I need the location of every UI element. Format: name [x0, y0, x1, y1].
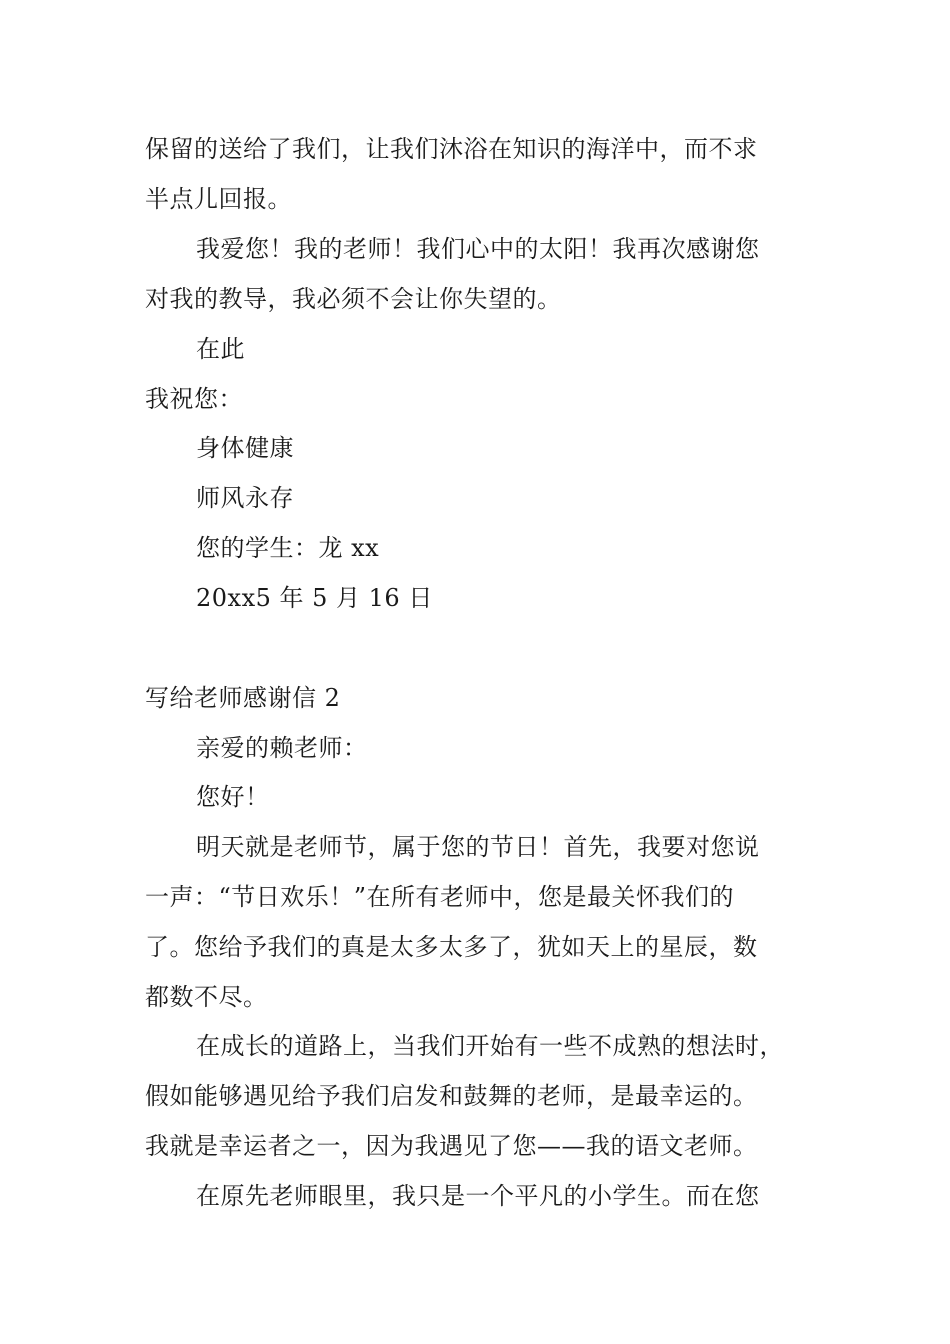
body-line: 我爱您！我的老师！我们心中的太阳！我再次感谢您 — [196, 235, 760, 263]
body-line: 都数不尽。 — [145, 983, 268, 1011]
greeting-line: 您好！ — [196, 783, 270, 811]
signature-line: 您的学生：龙 xx — [196, 534, 380, 562]
date-line: 20xx5 年 5 月 16 日 — [196, 584, 433, 612]
body-line: 我祝您： — [145, 385, 243, 413]
body-line: 我就是幸运者之一，因为我遇见了您——我的语文老师。 — [145, 1132, 758, 1160]
body-line: 假如能够遇见给予我们启发和鼓舞的老师，是最幸运的。 — [145, 1082, 758, 1110]
body-line: 了。您给予我们的真是太多太多了，犹如天上的星辰，数 — [145, 933, 758, 961]
body-line: 保留的送给了我们，让我们沐浴在知识的海洋中，而不求 — [145, 135, 758, 163]
section-title: 写给老师感谢信 2 — [145, 684, 341, 712]
body-line: 在成长的道路上，当我们开始有一些不成熟的想法时， — [196, 1032, 784, 1060]
body-line: 对我的教导，我必须不会让你失望的。 — [145, 285, 562, 313]
body-line: 一声：“节日欢乐！”在所有老师中，您是最关怀我们的 — [145, 883, 735, 911]
body-line: 在原先老师眼里，我只是一个平凡的小学生。而在您 — [196, 1182, 760, 1210]
body-line: 明天就是老师节，属于您的节日！首先，我要对您说 — [196, 833, 760, 861]
body-line: 半点儿回报。 — [145, 185, 292, 213]
body-line: 身体健康 — [196, 434, 294, 462]
salutation-line: 亲爱的赖老师： — [196, 734, 368, 762]
body-line: 在此 — [196, 335, 245, 363]
body-line: 师风永存 — [196, 484, 294, 512]
